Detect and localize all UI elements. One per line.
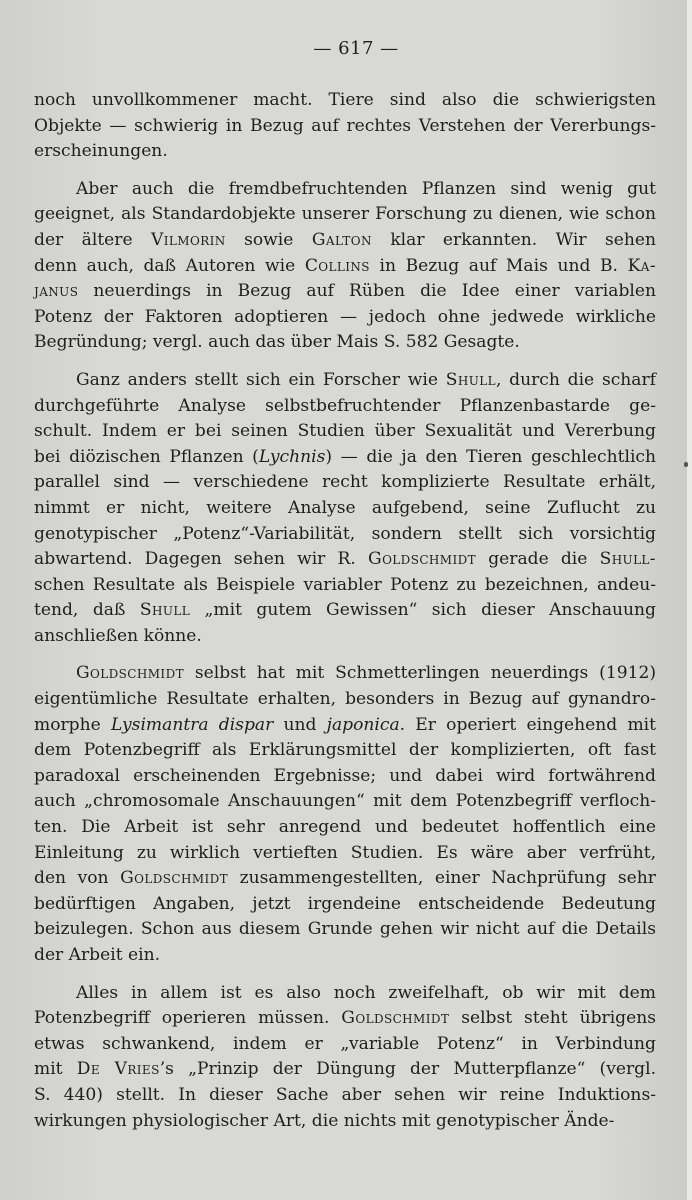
body-text <box>34 88 656 1134</box>
text-line: dem Potenzbegriff als Erklärungsmittel der komplizierten, oft fast <box>34 740 656 761</box>
text-line: den von Goldschmidt zusammengestellten, einer Nachprüfung sehr <box>34 868 656 889</box>
text-line: beizulegen. Schon aus diesem Grunde gehen wir nicht auf die Details <box>34 919 656 940</box>
text-line: wirkungen physiologischer Art, die nichts mit genotypischer Ände- <box>34 1110 615 1131</box>
text-line: der ältere Vilmorin sowie Galton klar erkannten. Wir sehen <box>34 229 657 250</box>
paragraph-gap <box>34 165 656 177</box>
text-line: Begründung; vergl. auch das über Mais S. 582 Gesagte. <box>34 332 520 353</box>
text-line: Ganz anders stellt sich ein Forscher wie Shull, durch die scharf <box>76 369 656 390</box>
text-line: eigentümliche Resultate erhalten, besonders in Bezug auf gynandro- <box>34 689 656 710</box>
ink-speck <box>684 462 688 467</box>
text-line: mit De Vries’s „Prinzip der Düngung der Mutterpflanze“ (vergl. <box>34 1059 657 1080</box>
paragraph-gap <box>34 356 656 368</box>
text-line: tend, daß Shull „mit gutem Gewissen“ sich dieser Anschauung <box>34 600 656 621</box>
text-line: S. 440) stellt. In dieser Sache aber sehen wir reine Induktions- <box>34 1084 656 1105</box>
text-line: auch „chromosomale Anschauungen“ mit dem Potenzbegriff verfloch- <box>34 791 656 812</box>
text-line: schult. Indem er bei seinen Studien über Sexualität und Vererbung <box>34 421 656 442</box>
text-line: parallel sind — verschiedene recht komplizierte Resultate erhält, <box>34 472 656 493</box>
text-line: noch unvollkommener macht. Tiere sind also die schwierigsten <box>34 90 656 110</box>
text-line: schen Resultate als Beispiele variabler Potenz zu bezeichnen, andeu- <box>34 574 656 595</box>
paragraph-gap <box>34 969 656 981</box>
page-edge <box>687 0 692 1200</box>
text-line: bedürftigen Angaben, jetzt irgendeine entscheidende Bedeutung <box>34 893 656 914</box>
text-line: ten. Die Arbeit ist sehr anregend und bedeutet hoffentlich eine <box>34 817 656 838</box>
text-line: bei diözischen Pflanzen (Lychnis) — die ja den Tieren geschlechtlich <box>34 446 656 467</box>
text-line: Objekte — schwierig in Bezug auf rechtes Verstehen der Vererbungs- <box>34 115 656 136</box>
text-line: geeignet, als Standardobjekte unserer Forschung zu dienen, wie schon <box>34 204 656 225</box>
text-line: Goldschmidt selbst hat mit Schmetterlingen neuerdings (1912) <box>76 663 656 684</box>
text-line: etwas schwankend, indem er „variable Potenz“ in Verbindung <box>34 1033 656 1054</box>
text-line: janus neuerdings in Bezug auf Rüben die Idee einer variablen <box>34 281 656 302</box>
text-line: denn auch, daß Autoren wie Collins in Bezug auf Mais und B. Ka- <box>34 255 656 276</box>
text-line: Einleitung zu wirklich vertieften Studien. Es wäre aber verfrüht, <box>34 842 656 863</box>
text-line: anschließen könne. <box>34 625 202 646</box>
text-line: erscheinungen. <box>34 141 168 162</box>
text-line: paradoxal erscheinenden Ergebnisse; und dabei wird fortwährend <box>34 765 656 786</box>
page-number-header: — 617 — <box>313 38 399 59</box>
text-line: Alles in allem ist es also noch zweifelhaft, ob wir mit dem <box>76 982 656 1003</box>
text-line: nimmt er nicht, weitere Analyse aufgebend, seine Zuflucht zu <box>34 497 656 518</box>
text-line: Aber auch die fremdbefruchtenden Pflanzen sind wenig gut <box>76 178 656 199</box>
text-line: Potenzbegriff operieren müssen. Goldschmidt selbst steht übrigens <box>34 1008 657 1029</box>
text-line: abwartend. Dagegen sehen wir R. Goldschmidt gerade die Shull- <box>34 549 656 570</box>
text-line: durchgeführte Analyse selbstbefruchtender Pflanzenbastarde ge- <box>34 395 656 416</box>
paragraph-gap <box>34 649 656 661</box>
text-line: genotypischer „Potenz“-Variabilität, sondern stellt sich vorsichtig <box>34 523 656 544</box>
text-line: Potenz der Faktoren adoptieren — jedoch ohne jedwede wirkliche <box>34 306 656 327</box>
text-line: der Arbeit ein. <box>34 945 161 965</box>
text-line: morphe Lysimantra dispar und japonica. Er operiert eingehend mit <box>34 714 657 735</box>
